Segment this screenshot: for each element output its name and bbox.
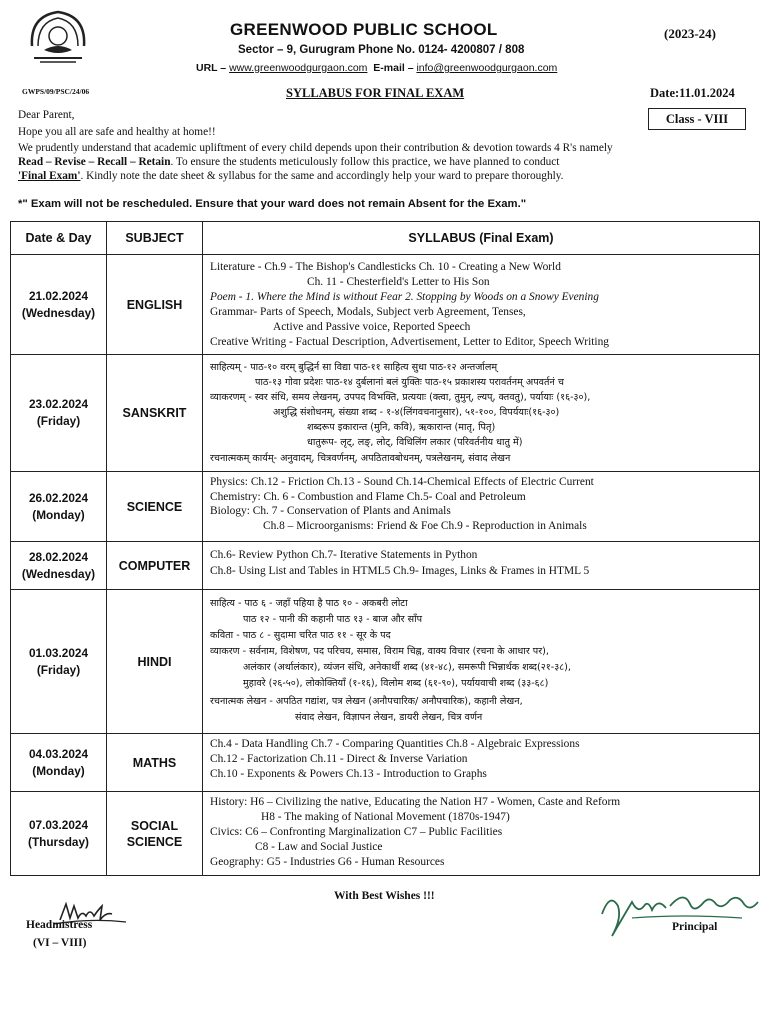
table-row: [11, 590, 760, 734]
subject-cell: SCIENCE: [107, 472, 203, 542]
syllabus-line: रचनात्मक लेखन - अपठित गद्यांश, पत्र लेखन (अनौपचारिक/ अनौपचारिक), कहानी लेखन,: [210, 696, 523, 707]
exam-date: 26.02.2024: [28, 490, 89, 505]
salutation: Dear Parent,: [18, 109, 75, 121]
syllabus-cell: [203, 472, 760, 542]
syllabus-line: धातुरूप- लृट्, लङ्, लोट्, विधिलिंग लकार (परिवर्तनीय धातु में): [307, 437, 523, 448]
document-heading: SYLLABUS FOR FINAL EXAM: [286, 86, 465, 100]
syllabus-line: Chemistry: Ch. 6 - Combustion and Flame Ch.5- Coal and Petroleum: [210, 491, 526, 503]
principal-signature-icon: [592, 884, 764, 944]
headmistress-title: Headmistress: [26, 919, 93, 931]
syllabus-cell: [203, 792, 760, 876]
syllabus-line: Geography: G5 - Industries G6 - Human Resources: [210, 856, 445, 868]
exam-day: (Monday): [32, 507, 85, 522]
syllabus-cell: [203, 255, 760, 355]
table-row: [11, 355, 760, 472]
syllabus-line: Grammar- Parts of Speech, Modals, Subject verb Agreement, Tenses,: [210, 306, 526, 318]
exam-day: (Thursday): [28, 834, 89, 849]
class-badge: Class - VIII: [648, 108, 746, 130]
subject-cell: ENGLISH: [107, 255, 203, 355]
exam-date-cell: [11, 472, 107, 542]
school-address: Sector – 9, Gurugram Phone No. 0124- 4200807 / 808: [238, 44, 525, 56]
syllabus-table: [10, 221, 760, 876]
subject-cell: HINDI: [107, 590, 203, 734]
contact-line: [196, 62, 557, 74]
syllabus-line: C8 - Law and Social Justice: [255, 841, 383, 853]
issue-date: Date:11.01.2024: [650, 86, 735, 100]
academic-session: (2023-24): [664, 26, 716, 41]
syllabus-line: Ch.8- Using List and Tables in HTML5 Ch.9- Images, Links & Frames in HTML 5: [210, 565, 590, 577]
syllabus-line: Physics: Ch.12 - Friction Ch.13 - Sound Ch.14-Chemical Effects of Electric Current: [210, 476, 594, 488]
syllabus-line: Ch.6- Review Python Ch.7- Iterative Statements in Python: [210, 549, 478, 561]
exam-date-cell: [11, 792, 107, 876]
letter-paragraph-1: We prudently understand that academic upliftment of every child depends upon their contribution & devotion towards 4 R's namely: [18, 142, 613, 154]
subject-cell: COMPUTER: [107, 542, 203, 590]
exam-date-cell: [11, 734, 107, 792]
exam-day: (Friday): [36, 414, 81, 428]
syllabus-line: Ch. 11 - Chesterfield's Letter to His Son: [307, 276, 490, 288]
final-exam-term: 'Final Exam': [18, 170, 81, 182]
syllabus-line: पाठ १२ - पानी की कहानी पाठ १३ - बाज और साँप: [243, 614, 423, 625]
header-syllabus: SYLLABUS (Final Exam): [203, 222, 760, 255]
syllabus-line: Active and Passive voice, Reported Speech: [273, 321, 471, 333]
table-row: [11, 542, 760, 590]
syllabus-cell: [203, 590, 760, 734]
url-label: URL –: [196, 62, 230, 74]
subject-cell: SANSKRIT: [107, 355, 203, 472]
syllabus-line: Ch.4 - Data Handling Ch.7 - Comparing Quantities Ch.8 - Algebraic Expressions: [210, 738, 580, 750]
syllabus-line: H8 - The making of National Movement (1870s-1947): [261, 811, 510, 823]
headmistress-range: (VI – VIII): [33, 937, 87, 949]
header-subject: SUBJECT: [107, 222, 203, 255]
syllabus-line: व्याकरणम् - स्वर संधि, समय लेखनम्, उपपद विभक्ति, प्रत्ययाः (क्त्वा, तुमुन्, ल्यप्, क्तवतु), पर्यायाः (१६-३०),: [210, 392, 591, 403]
table-row: [11, 472, 760, 542]
exam-day: (Wednesday): [21, 566, 96, 581]
email-label: E-mail –: [373, 62, 417, 74]
syllabus-line: पाठ-१३ गोवा प्रदेशः पाठ-१४ दुर्बलानां बलं युक्तिः पाठ-१५ प्रकाशस्य परावर्तनम् अपवर्तनं च: [255, 377, 564, 388]
website-link[interactable]: www.greenwoodgurgaon.com: [229, 62, 368, 74]
syllabus-line: साहित्य - पाठ ६ - जहाँ पहिया है पाठ १० - अकबरी लोटा: [210, 598, 408, 609]
syllabus-cell: [203, 542, 760, 590]
syllabus-line: Literature - Ch.9 - The Bishop's Candlesticks Ch. 10 - Creating a New World: [210, 261, 561, 273]
table-header-row: [11, 222, 760, 255]
exam-date: 07.03.2024: [28, 817, 89, 832]
subject-cell: MATHS: [107, 734, 203, 792]
exam-date: 04.03.2024: [28, 746, 89, 761]
syllabus-line: मुहावरे (२६-५०), लोकोक्तियाँ (१-१६), विलोम शब्द (६१-९०), पर्यायवाची शब्द (३३-६८): [243, 678, 549, 689]
header-date-day: Date & Day: [11, 222, 107, 255]
exam-date: 28.02.2024: [28, 549, 89, 564]
exam-day: (Wednesday): [21, 305, 96, 320]
exam-date-cell: [11, 542, 107, 590]
school-logo-icon: [20, 6, 96, 66]
school-name: GREENWOOD PUBLIC SCHOOL: [230, 20, 498, 39]
syllabus-line: अशुद्धि संशोधनम्, संख्या शब्द - १-४(लिंगवचनानुसार), ५१-१००, विपर्ययाः(१६-३०): [273, 407, 560, 418]
letter-paragraph-2-rest: . To ensure the students meticulously follow this practice, we have planned to conduct: [170, 156, 560, 168]
exam-day: (Monday): [32, 763, 85, 778]
letter-paragraph-2: [18, 155, 748, 169]
exam-day: (Friday): [36, 662, 81, 677]
exam-date: 23.02.2024: [28, 397, 89, 411]
table-row: [11, 255, 760, 355]
syllabus-line: History: H6 – Civilizing the native, Educating the Nation H7 - Women, Caste and Reform: [210, 796, 621, 808]
syllabus-line: व्याकरण - सर्वनाम, विशेषण, पद परिचय, समास, विराम चिह्न, वाक्य विचार (रचना के आधार पर),: [210, 646, 549, 657]
email-link[interactable]: info@greenwoodgurgaon.com: [416, 62, 558, 74]
syllabus-line: Ch.8 – Microorganisms: Friend & Foe Ch.9 - Reproduction in Animals: [263, 520, 587, 532]
syllabus-line: Biology: Ch. 7 - Conservation of Plants and Animals: [210, 505, 451, 517]
letter-paragraph-3: [18, 169, 748, 183]
syllabus-line: रचनात्मकम् कार्यम्- अनुवादम्, चित्रवर्णनम्, अपठितावबोधनम्, पत्रलेखनम्, संवाद लेखन: [210, 453, 511, 464]
syllabus-line: Poem - 1. Where the Mind is without Fear 2. Stopping by Woods on a Snowy Evening: [210, 291, 599, 303]
syllabus-line: अलंकार (अर्थालंकार), व्यंजन संधि, अनेकार्थी शब्द (४१-४८), समरूपी भिन्नार्थक शब्द(२१-३८),: [243, 662, 571, 673]
syllabus-line: Ch.10 - Exponents & Powers Ch.13 - Introduction to Graphs: [210, 768, 487, 780]
syllabus-cell: [203, 734, 760, 792]
syllabus-line: संवाद लेखन, विज्ञापन लेखन, डायरी लेखन, चित्र वर्णन: [295, 712, 483, 723]
subject-cell: SOCIAL SCIENCE: [107, 792, 203, 876]
exam-date-cell: [11, 590, 107, 734]
table-row: [11, 734, 760, 792]
syllabus-line: साहित्यम् - पाठ-१० वरम् बुद्धिर्न सा विद्या पाठ-११ साहित्य सुधा पाठ-१२ अन्तर्जालम्: [210, 362, 498, 373]
table-row: [11, 792, 760, 876]
exam-date-cell: [11, 255, 107, 355]
greeting: Hope you all are safe and healthy at home!!: [18, 126, 216, 138]
closing-wishes: With Best Wishes !!!: [334, 890, 435, 902]
syllabus-line: शब्दरूप इकारान्त (मुनि, कवि), ऋकारान्त (मातृ, पितृ): [307, 422, 496, 433]
exam-date-cell: [11, 355, 107, 472]
reference-number: GWPS/09/PSC/24/06: [22, 87, 90, 96]
exam-notice: *" Exam will not be rescheduled. Ensure that your ward does not remain Absent for the Exam.": [18, 198, 527, 210]
letter-paragraph-3-rest: . Kindly note the date sheet & syllabus for the same and accordingly help your ward to prepare thoroughly.: [80, 170, 564, 182]
exam-date: 01.03.2024: [28, 645, 89, 660]
syllabus-line: Civics: C6 – Confronting Marginalization C7 – Public Facilities: [210, 826, 503, 838]
syllabus-cell: [203, 355, 760, 472]
four-rs: Read – Revise – Recall – Retain: [18, 156, 171, 168]
syllabus-line: Creative Writing - Factual Description, Advertisement, Letter to Editor, Speech Writing: [210, 336, 609, 348]
principal-title: Principal: [672, 921, 718, 933]
syllabus-line: Ch.12 - Factorization Ch.11 - Direct & Inverse Variation: [210, 753, 468, 765]
exam-date: 21.02.2024: [28, 288, 89, 303]
syllabus-line: कविता - पाठ ८ - सुदामा चरित पाठ ११ - सूर के पद: [210, 630, 391, 641]
